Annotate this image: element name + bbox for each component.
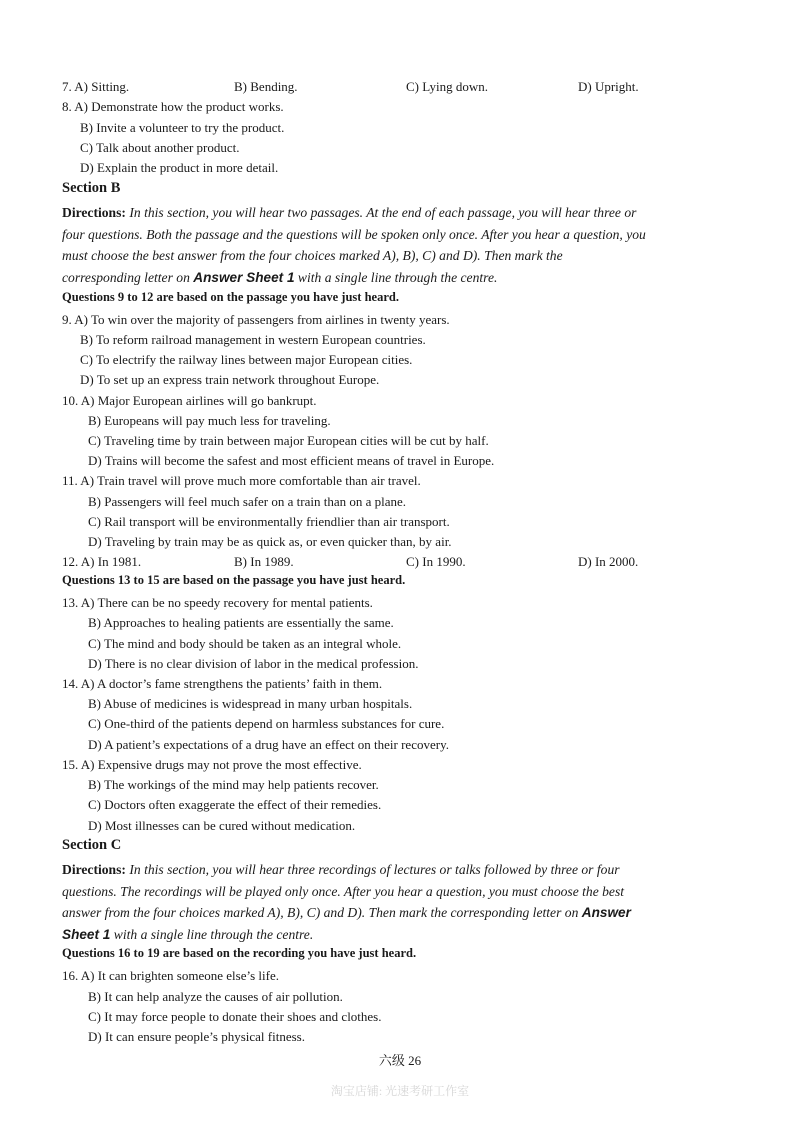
questions-9-12-heading: Questions 9 to 12 are based on the passage you have just heard. [62,290,399,304]
directions-line: questions. The recordings will be played only once. After you hear a question, you must choose the best [62,883,625,899]
q13-option-b: B) Approaches to healing patients are essentially the same. [88,615,394,630]
directions-line: with a single line through the centre. [294,269,498,285]
q10-option-a: 10. A) Major European airlines will go bankrupt. [62,393,317,408]
q11-option-b: B) Passengers will feel much safer on a train than on a plane. [88,494,407,509]
q9-option-a: 9. A) To win over the majority of passengers from airlines in twenty years. [62,312,450,327]
q10-option-b: B) Europeans will pay much less for traveling. [88,413,331,428]
q15-option-c: C) Doctors often exaggerate the effect of their remedies. [88,797,382,812]
q9-option-c: C) To electrify the railway lines between major European cities. [80,352,413,367]
section-c-directions [62,859,734,945]
watermark: 淘宝店铺: 光速考研工作室 [330,1084,470,1098]
q7-option-b: B) Bending. [234,79,298,94]
directions-line: with a single line through the centre. [110,926,314,942]
q11-option-d: D) Traveling by train may be as quick as, or even quicker than, by air. [88,534,452,549]
q12-option-b: B) In 1989. [234,554,294,569]
questions-16-19-heading: Questions 16 to 19 are based on the recording you have just heard. [62,946,417,960]
q15-option-b: B) The workings of the mind may help patients recover. [88,777,379,792]
q9-option-b: B) To reform railroad management in western European countries. [80,332,426,347]
q15-option-d: D) Most illnesses can be cured without medication. [88,818,356,833]
q12-option-a: 12. A) In 1981. [62,554,142,569]
q16-option-b: B) It can help analyze the causes of air pollution. [88,989,343,1004]
q7-option-d: D) Upright. [578,79,639,94]
q10-option-c: C) Traveling time by train between major European cities will be cut by half. [88,433,489,448]
q11-option-c: C) Rail transport will be environmentally friendlier than air transport. [88,514,450,529]
q16-option-a: 16. A) It can brighten someone else’s life. [62,968,279,983]
answer-sheet-label: Answer [581,905,631,921]
directions-line: In this section, you will hear two passages. At the end of each passage, you will hear three or [129,205,637,220]
q12-option-c: C) In 1990. [406,554,466,569]
directions-line: In this section, you will hear three recordings of lectures or talks followed by three or four [129,862,620,877]
q8-option-c: C) Talk about another product. [80,140,240,155]
q14-option-c: C) One-third of the patients depend on harmless substances for cure. [88,716,445,731]
q15-option-a: 15. A) Expensive drugs may not prove the most effective. [62,757,362,772]
q13-option-a: 13. A) There can be no speedy recovery for mental patients. [62,595,373,610]
q16-option-c: C) It may force people to donate their shoes and clothes. [88,1009,382,1024]
question-7 [62,77,129,97]
directions-line: corresponding letter on [62,269,194,285]
q13-option-d: D) There is no clear division of labor in the medical profession. [88,656,419,671]
q8-option-b: B) Invite a volunteer to try the product. [80,120,285,135]
q8-option-d: D) Explain the product in more detail. [80,160,279,175]
q7-option-a: 7. A) Sitting. [62,79,130,94]
answer-sheet-label: Answer Sheet 1 [193,269,295,285]
q9-option-d: D) To set up an express train network throughout Europe. [80,372,380,387]
q14-option-b: B) Abuse of medicines is widespread in many urban hospitals. [88,696,413,711]
section-c-title: Section C [62,837,122,853]
section-b-title: Section B [62,180,121,196]
answer-sheet-label: Sheet 1 [62,926,111,942]
directions-label: Directions: [62,205,126,220]
q16-option-d: D) It can ensure people’s physical fitness. [88,1029,305,1044]
section-b-directions [62,202,734,288]
q14-option-a: 14. A) A doctor’s fame strengthens the patients’ faith in them. [62,676,383,691]
directions-line: four questions. Both the passage and the questions will be spoken only once. After you hear a question, you [62,226,646,242]
page-footer: 六级 26 [378,1053,422,1068]
q13-option-c: C) The mind and body should be taken as an integral whole. [88,636,402,651]
directions-label: Directions: [62,862,126,877]
q14-option-d: D) A patient’s expectations of a drug have an effect on their recovery. [88,737,449,752]
q12-option-d: D) In 2000. [578,554,639,569]
q8-option-a: 8. A) Demonstrate how the product works. [62,99,284,114]
questions-13-15-heading: Questions 13 to 15 are based on the passage you have just heard. [62,573,406,587]
q11-option-a: 11. A) Train travel will prove much more comfortable than air travel. [62,473,421,488]
directions-line: must choose the best answer from the four choices marked A), B), C) and D). Then mark the [62,248,563,264]
q7-option-c: C) Lying down. [406,79,488,94]
directions-line: answer from the four choices marked A), B), C) and D). Then mark the corresponding letter on [62,905,582,921]
q10-option-d: D) Trains will become the safest and most efficient means of travel in Europe. [88,453,495,468]
